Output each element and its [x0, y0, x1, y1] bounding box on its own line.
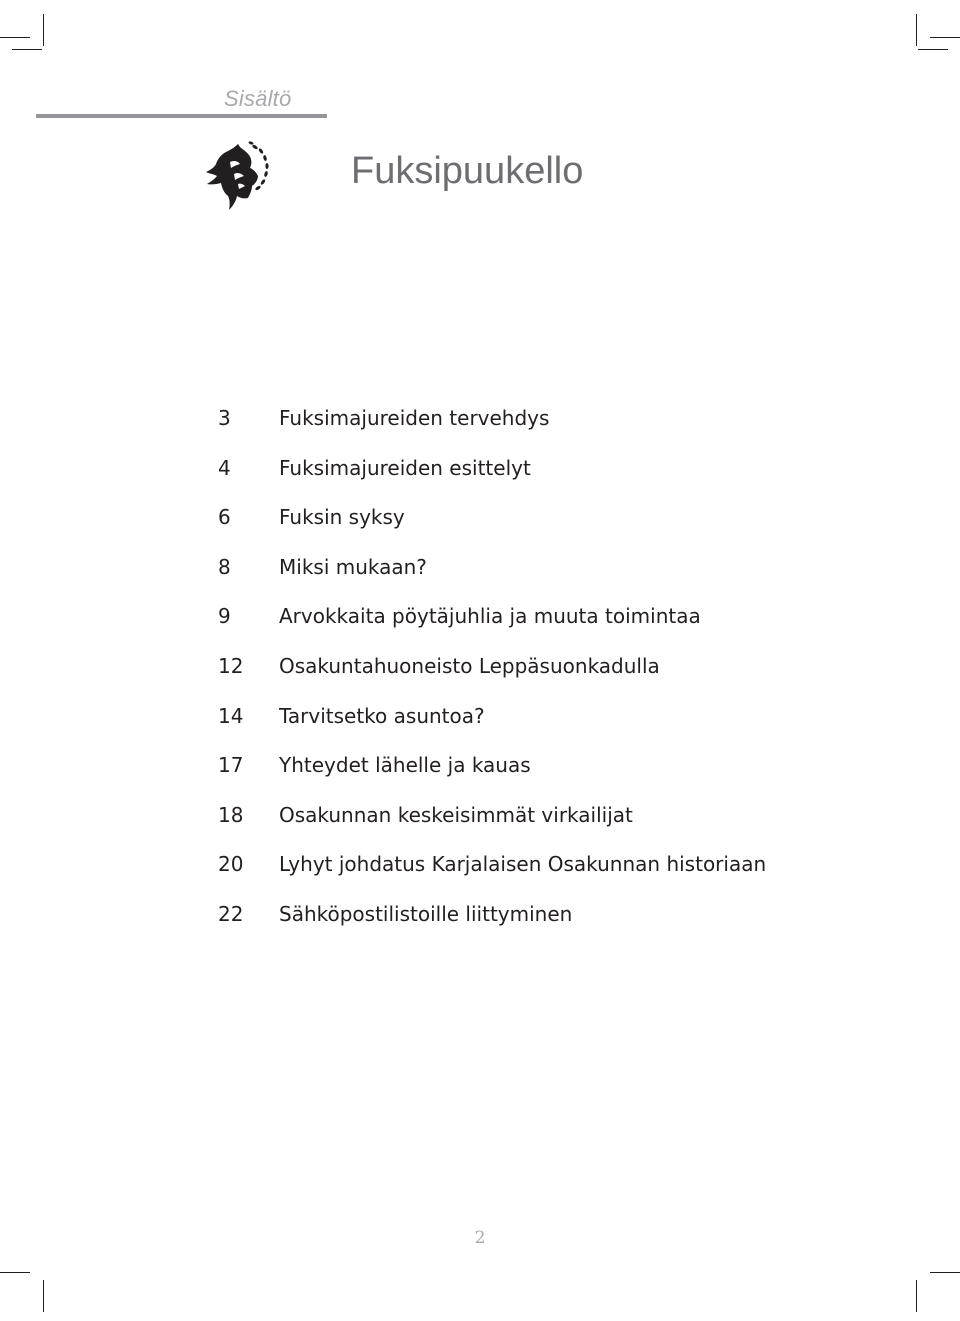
toc-entry[interactable]: [0, 400, 960, 450]
toc-entry-title: Lyhyt johdatus Karjalaisen Osakunnan historiaan: [279, 852, 767, 877]
toc-page-number: 14: [218, 703, 244, 728]
toc-entry-title: Fuksimajureiden esittelyt: [279, 455, 531, 480]
toc-entry[interactable]: [0, 747, 960, 797]
toc-entry-title: Fuksimajureiden tervehdys: [279, 406, 550, 430]
toc-entry[interactable]: [0, 797, 960, 847]
toc-entry[interactable]: [0, 896, 960, 946]
crop-mark-bottom-right-horizontal: [930, 1272, 960, 1273]
toc-entry[interactable]: [0, 499, 960, 549]
crop-mark-top-right-horizontal: [930, 37, 960, 38]
toc-entry-title: Miksi mukaan?: [279, 554, 427, 579]
table-of-contents: [0, 400, 960, 946]
toc-entry-title: Arvokkaita pöytäjuhlia ja muuta toimintaa: [279, 604, 701, 629]
toc-entry[interactable]: [0, 846, 960, 896]
crop-mark-bottom-left-vertical: [43, 1280, 44, 1312]
toc-page-number: 3: [218, 406, 231, 430]
toc-page-number: 20: [218, 852, 244, 877]
toc-entry-title: Osakuntahuoneisto Leppäsuonkadulla: [279, 653, 660, 678]
toc-page-number: 4: [218, 455, 231, 480]
section-label: Sisältö: [224, 86, 292, 111]
griffin-laurel-emblem-icon: [200, 138, 278, 216]
crop-mark-top-left-horizontal-inner: [12, 49, 42, 50]
crop-mark-bottom-left-horizontal: [0, 1272, 30, 1273]
toc-page-number: 17: [218, 753, 244, 778]
toc-entry[interactable]: [0, 450, 960, 500]
toc-page-number: 6: [218, 505, 231, 530]
crop-mark-bottom-right-vertical: [916, 1280, 917, 1312]
crop-mark-top-right-vertical: [916, 14, 917, 46]
crop-mark-top-left-vertical: [43, 14, 44, 46]
page-title: Fuksipuukello: [351, 150, 584, 192]
toc-entry[interactable]: [0, 549, 960, 599]
crop-mark-top-left-horizontal: [0, 37, 30, 38]
toc-page-number: 18: [218, 802, 244, 827]
toc-page-number: 9: [218, 604, 231, 629]
crop-mark-top-right-horizontal-inner: [918, 49, 948, 50]
toc-entry[interactable]: [0, 648, 960, 698]
section-rule: [36, 114, 327, 118]
toc-page-number: 12: [218, 653, 244, 678]
toc-entry-title: Yhteydet lähelle ja kauas: [279, 753, 531, 778]
toc-page-number: 22: [218, 901, 244, 926]
toc-entry-title: Sähköpostilistoille liittyminen: [279, 901, 573, 926]
toc-entry-title: Fuksin syksy: [279, 505, 405, 530]
toc-entry-title: Tarvitsetko asuntoa?: [279, 703, 485, 728]
toc-page-number: 8: [218, 554, 231, 579]
toc-entry[interactable]: [0, 698, 960, 748]
toc-entry-title: Osakunnan keskeisimmät virkailijat: [279, 802, 633, 827]
toc-entry[interactable]: [0, 598, 960, 648]
footer-page-number: 2: [474, 1228, 486, 1248]
